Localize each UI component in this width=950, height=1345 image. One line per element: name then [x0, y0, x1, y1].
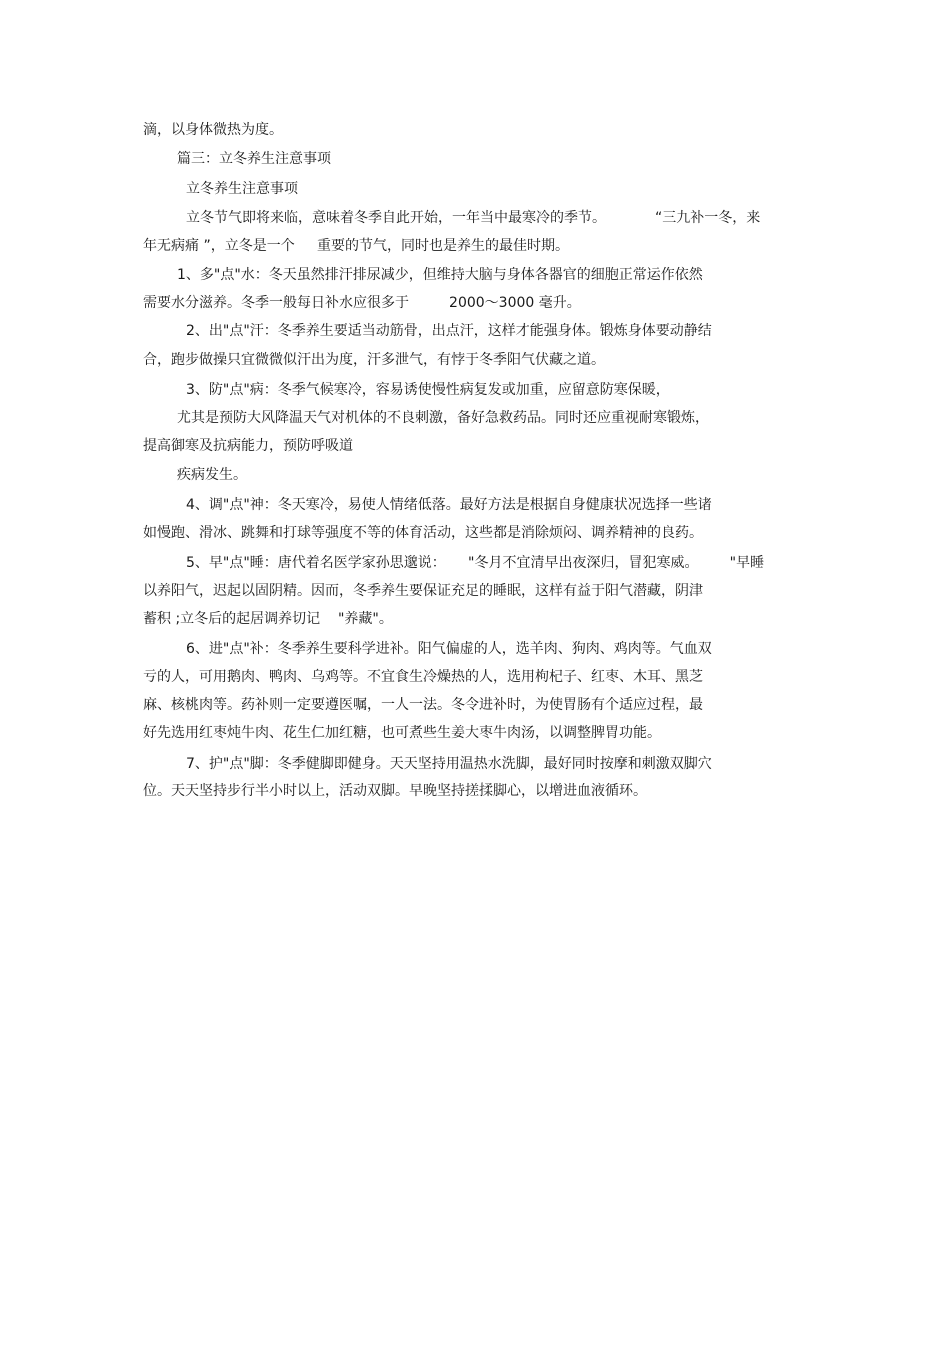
- text-line: 需要水分滋养。冬季一般每日补水应很多于 2000～3000 毫升。: [143, 295, 581, 311]
- text-line: 6、进"点"补：冬季养生要科学进补。阳气偏虚的人，选羊肉、狗肉、鸡肉等。气血双: [186, 641, 712, 657]
- text-line: 疾病发生。: [177, 467, 247, 483]
- text-line: 亏的人，可用鹅肉、鸭肉、乌鸡等。不宜食生冷燥热的人，选用枸杞子、红枣、木耳、黑芝: [143, 669, 703, 685]
- text-line: 立冬节气即将来临，意味着冬季自此开始，一年当中最寒冷的季节。 “三九补一冬，来: [186, 210, 761, 226]
- text-line: 麻、核桃肉等。药补则一定要遵医嘱，一人一法。冬令进补时，为使胃肠有个适应过程，最: [143, 697, 703, 713]
- section-heading: 篇三：立冬养生注意事项: [177, 151, 331, 167]
- text-line: 滴，以身体微热为度。: [143, 122, 283, 138]
- text-line: 尤其是预防大风降温天气对机体的不良刺激，备好急救药品。同时还应重视耐寒锻炼，: [177, 410, 709, 426]
- text-line: 如慢跑、滑冰、跳舞和打球等强度不等的体育活动，这些都是消除烦闷、调养精神的良药。: [143, 525, 703, 541]
- text-line: 蓄积 ;立冬后的起居调养切记 "养藏"。: [143, 611, 393, 627]
- text-line: 2、出"点"汗：冬季养生要适当动筋骨，出点汗，这样才能强身体。锻炼身体要动静结: [186, 323, 712, 339]
- text-line: 以养阳气，迟起以固阴精。因而，冬季养生要保证充足的睡眠，这样有益于阳气潜藏，阴津: [143, 583, 703, 599]
- article-title: 立冬养生注意事项: [186, 181, 298, 197]
- text-line: 提高御寒及抗病能力，预防呼吸道: [143, 438, 353, 454]
- text-line: 好先选用红枣炖牛肉、花生仁加红糖，也可煮些生姜大枣牛肉汤，以调整脾胃功能。: [143, 725, 661, 741]
- text-line: 合，跑步做操只宜微微似汗出为度，汗多泄气，有悖于冬季阳气伏藏之道。: [143, 352, 605, 368]
- text-line: 年无病痛 ”，立冬是一个 重要的节气，同时也是养生的最佳时期。: [143, 238, 569, 254]
- text-line: 7、护"点"脚：冬季健脚即健身。天天坚持用温热水洗脚，最好同时按摩和刺激双脚穴: [186, 756, 712, 772]
- text-line: 5、早"点"睡：唐代着名医学家孙思邈说： "冬月不宜清早出夜深归，冒犯寒威。 "早睡: [186, 555, 765, 571]
- text-line: 位。天天坚持步行半小时以上，活动双脚。早晚坚持搓揉脚心，以增进血液循环。: [143, 783, 647, 799]
- text-line: 3、防"点"病：冬季气候寒冷，容易诱使慢性病复发或加重，应留意防寒保暖，: [186, 382, 670, 398]
- text-line: 4、调"点"神：冬天寒冷，易使人情绪低落。最好方法是根据自身健康状况选择一些诸: [186, 497, 712, 513]
- text-line: 1、多"点"水：冬天虽然排汗排尿减少，但维持大脑与身体各器官的细胞正常运作依然: [177, 267, 703, 283]
